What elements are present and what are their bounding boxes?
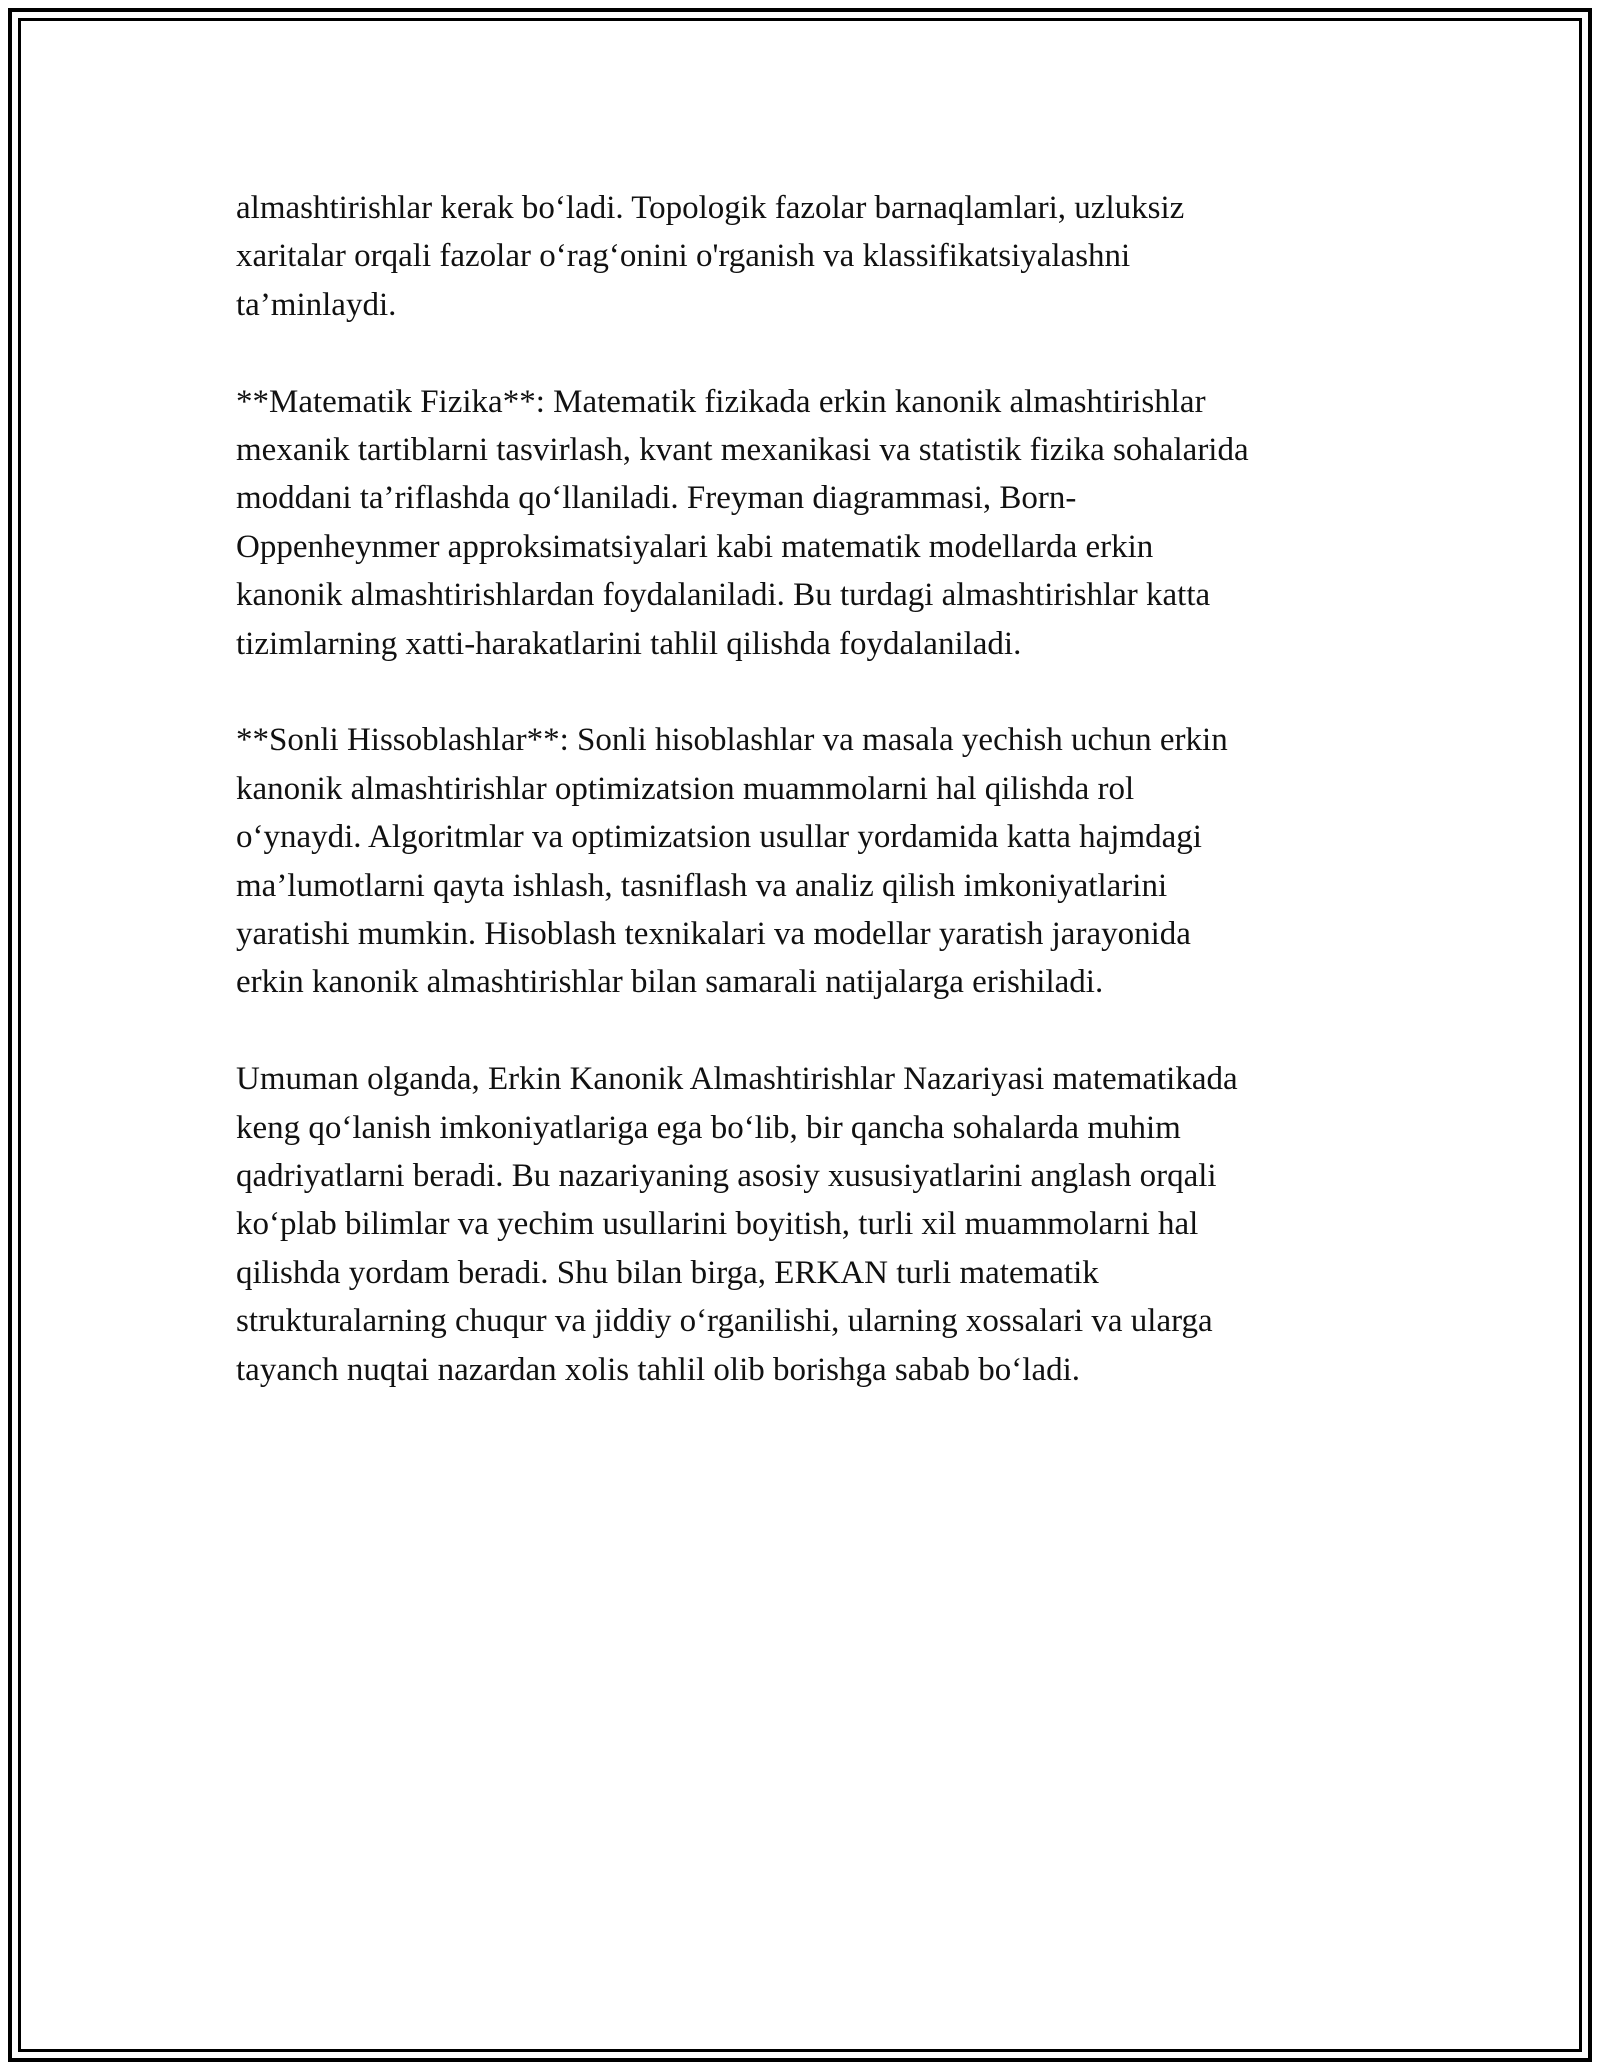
text-line: keng qo‘lanish imkoniyatlariga ega bo‘lib, bir qancha sohalarda muhim	[236, 1109, 1181, 1146]
text-line: **Sonli Hissoblashlar**: Sonli hisoblashlar va masala yechish uchun erkin	[236, 722, 1228, 759]
text-line: xaritalar orqali fazolar o‘rag‘onini o'rganish va klassifikatsiyalashni	[236, 238, 1131, 275]
text-line: strukturalarning chuqur va jiddiy o‘rganilishi, ularning xossalari va ularga	[236, 1303, 1213, 1340]
text-line: qilishda yordam beradi. Shu bilan birga, ERKAN turli matematik	[236, 1254, 1099, 1291]
text-line: Oppenheynmer approksimatsiyalari kabi matematik modellarda erkin	[236, 528, 1154, 565]
document-body	[236, 184, 1386, 1443]
text-line: ma’lumotlarni qayta ishlash, tasniflash va analiz qilish imkoniyatlarini	[236, 867, 1168, 904]
text-line: kanonik almashtirishlardan foydalaniladi. Bu turdagi almashtirishlar katta	[236, 577, 1211, 614]
paragraph-topology	[236, 184, 1386, 329]
text-line: kanonik almashtirishlar optimizatsion muammolarni hal qilishda rol	[236, 770, 1135, 807]
text-line: tayanch nuqtai nazardan xolis tahlil olib borishga sabab bo‘ladi.	[236, 1351, 1081, 1388]
text-line: mexanik tartiblarni tasvirlash, kvant mexanikasi va statistik fizika sohalarida	[236, 432, 1249, 469]
text-line: Umuman olganda, Erkin Kanonik Almashtirishlar Nazariyasi matematikada	[236, 1061, 1238, 1098]
text-line: o‘ynaydi. Algoritmlar va optimizatsion usullar yordamida katta hajmdagi	[236, 819, 1202, 856]
text-line: ko‘plab bilimlar va yechim usullarini boyitish, turli xil muammolarni hal	[236, 1206, 1199, 1243]
text-line: qadriyatlarni beradi. Bu nazariyaning asosiy xususiyatlarini anglash orqali	[236, 1158, 1217, 1195]
text-line: tizimlarning xatti-harakatlarini tahlil qilishda foydalaniladi.	[236, 625, 1022, 662]
text-line: ta’minlaydi.	[236, 286, 397, 323]
text-line: yaratishi mumkin. Hisoblash texnikalari va modellar yaratish jarayonida	[236, 916, 1191, 953]
paragraph-mathematical-physics	[236, 378, 1386, 668]
text-line: erkin kanonik almashtirishlar bilan samarali natijalarga erishiladi.	[236, 964, 1104, 1001]
text-line: **Matematik Fizika**: Matematik fizikada erkin kanonik almashtirishlar	[236, 383, 1206, 420]
text-line: almashtirishlar kerak bo‘ladi. Topologik fazolar barnaqlamlari, uzluksiz	[236, 190, 1185, 226]
text-line: moddani ta’riflashda qo‘llaniladi. Freyman diagrammasi, Born-	[236, 480, 1077, 517]
paragraph-conclusion	[236, 1055, 1386, 1394]
paragraph-numerical-computations	[236, 716, 1386, 1006]
